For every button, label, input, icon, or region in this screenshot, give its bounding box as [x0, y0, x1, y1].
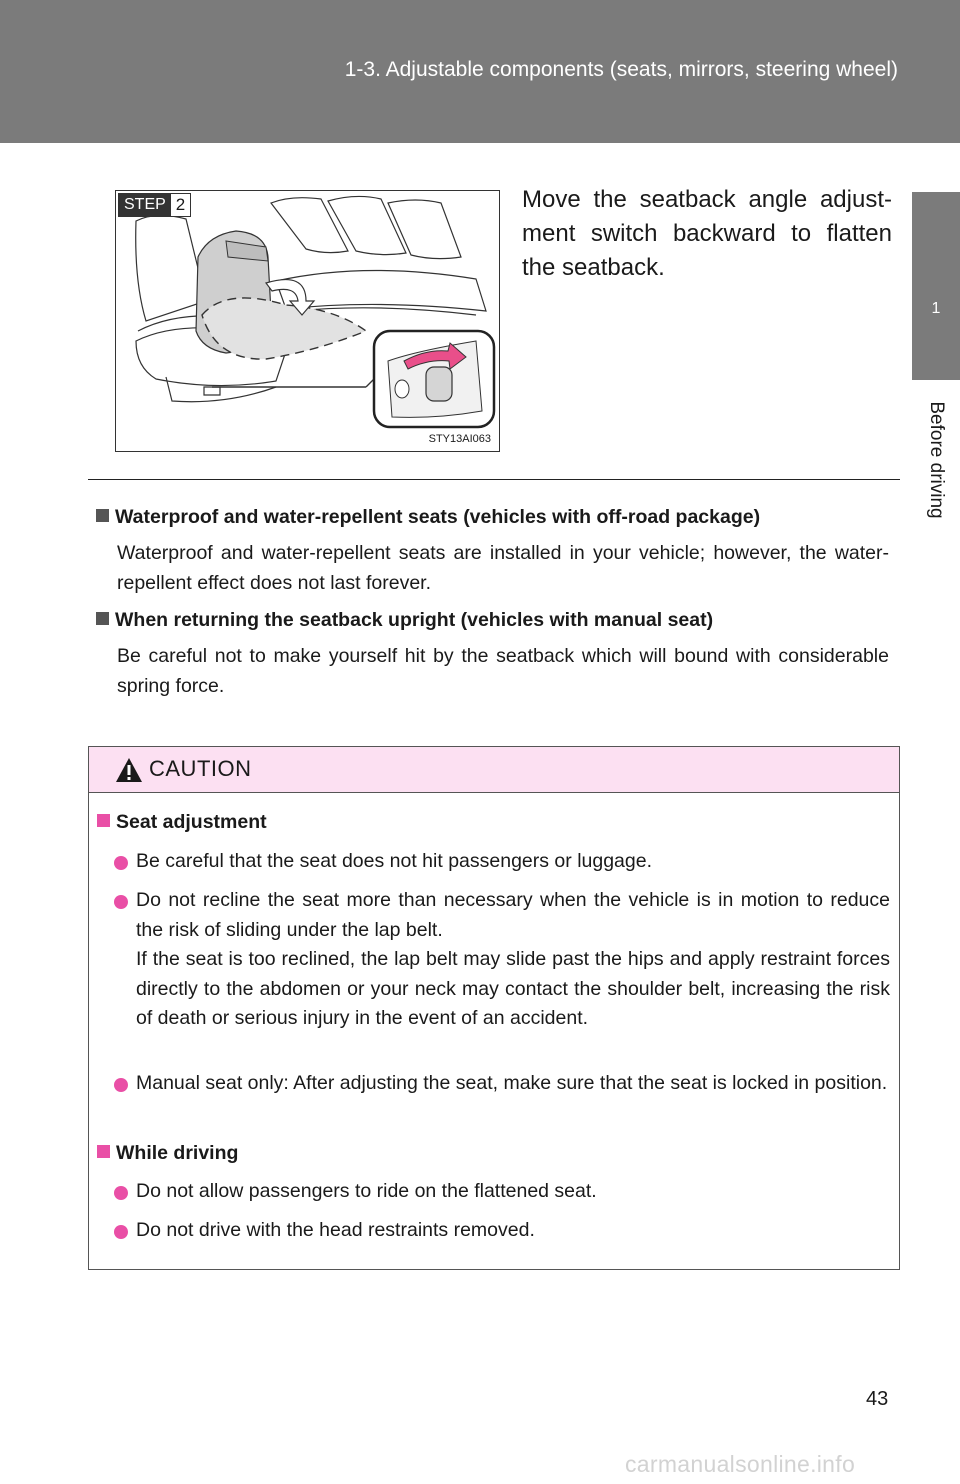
caution-bullet: [114, 847, 890, 877]
step-instruction: Move the seatback angle adjust-ment switch backward to flatten the seatback.: [522, 186, 892, 281]
caution-box: [88, 746, 900, 1270]
square-bullet-icon: [96, 509, 109, 522]
caution-heading-text: Seat adjustment: [116, 811, 267, 833]
section-divider: [88, 479, 900, 480]
caution-title: CAUTION: [149, 756, 252, 781]
figure-code: STY13AI063: [428, 433, 491, 445]
note-body: Waterproof and water-repellent seats are installed in your vehicle; however, the water-repellent effect does not last forever.: [117, 542, 889, 594]
note-body: Be careful not to make yourself hit by the seatback which will bound with considerable spring force.: [117, 645, 889, 697]
caution-bullet: [114, 1177, 890, 1207]
caution-bullet-text: Do not drive with the head restraints removed.: [136, 1219, 535, 1241]
caution-bullet-text: Be careful that the seat does not hit passengers or luggage.: [136, 850, 653, 872]
circle-bullet-icon: [114, 1186, 128, 1200]
caution-bullet-text: Do not recline the seat more than necessary when the vehicle is in motion to reduce the risk of sliding under the lap belt.: [136, 889, 890, 941]
caution-bullet: [114, 1069, 890, 1099]
chapter-number: 1: [931, 300, 941, 317]
chapter-label: Before driving: [926, 401, 947, 519]
warning-icon: [115, 757, 143, 783]
page-header: [0, 0, 960, 143]
square-bullet-icon: [97, 814, 110, 827]
caution-bullet: [114, 1216, 890, 1246]
note-heading-text: Waterproof and water-repellent seats (vehicles with off-road package): [115, 506, 761, 528]
note-heading: [96, 506, 760, 529]
caution-bullet-text: Do not allow passengers to ride on the flattened seat.: [136, 1180, 597, 1202]
caution-bullet-text: Manual seat only: After adjusting the seat, make sure that the seat is locked in position.: [136, 1072, 888, 1094]
caution-bullet: [114, 886, 890, 1034]
step-word: STEP: [119, 194, 171, 216]
circle-bullet-icon: [114, 895, 128, 909]
seat-drawing: [116, 191, 500, 452]
section-title: 1-3. Adjustable components (seats, mirrors, steering wheel): [344, 58, 898, 81]
square-bullet-icon: [97, 1145, 110, 1158]
circle-bullet-icon: [114, 1225, 128, 1239]
page-number: 43: [866, 1388, 889, 1410]
caution-bullet-continuation: If the seat is too reclined, the lap belt may slide past the hips and apply restraint forces directly to the abdomen or your neck may contact the shoulder belt, increasing the risk of death or serious injury in the event of an accident.: [136, 948, 890, 1029]
caution-header: [89, 747, 899, 793]
watermark: carmanualsonline.info: [625, 1451, 856, 1477]
square-bullet-icon: [96, 612, 109, 625]
note-heading: [96, 609, 713, 632]
circle-bullet-icon: [114, 856, 128, 870]
caution-section-heading: [97, 1142, 238, 1165]
caution-heading-text: While driving: [116, 1142, 239, 1164]
circle-bullet-icon: [114, 1078, 128, 1092]
step-badge: [118, 193, 191, 217]
step-number: 2: [175, 195, 186, 214]
chapter-tab: [912, 192, 960, 380]
seat-illustration: [115, 190, 500, 452]
note-heading-text: When returning the seatback upright (vehicles with manual seat): [115, 609, 714, 631]
caution-section-heading: [97, 811, 267, 834]
